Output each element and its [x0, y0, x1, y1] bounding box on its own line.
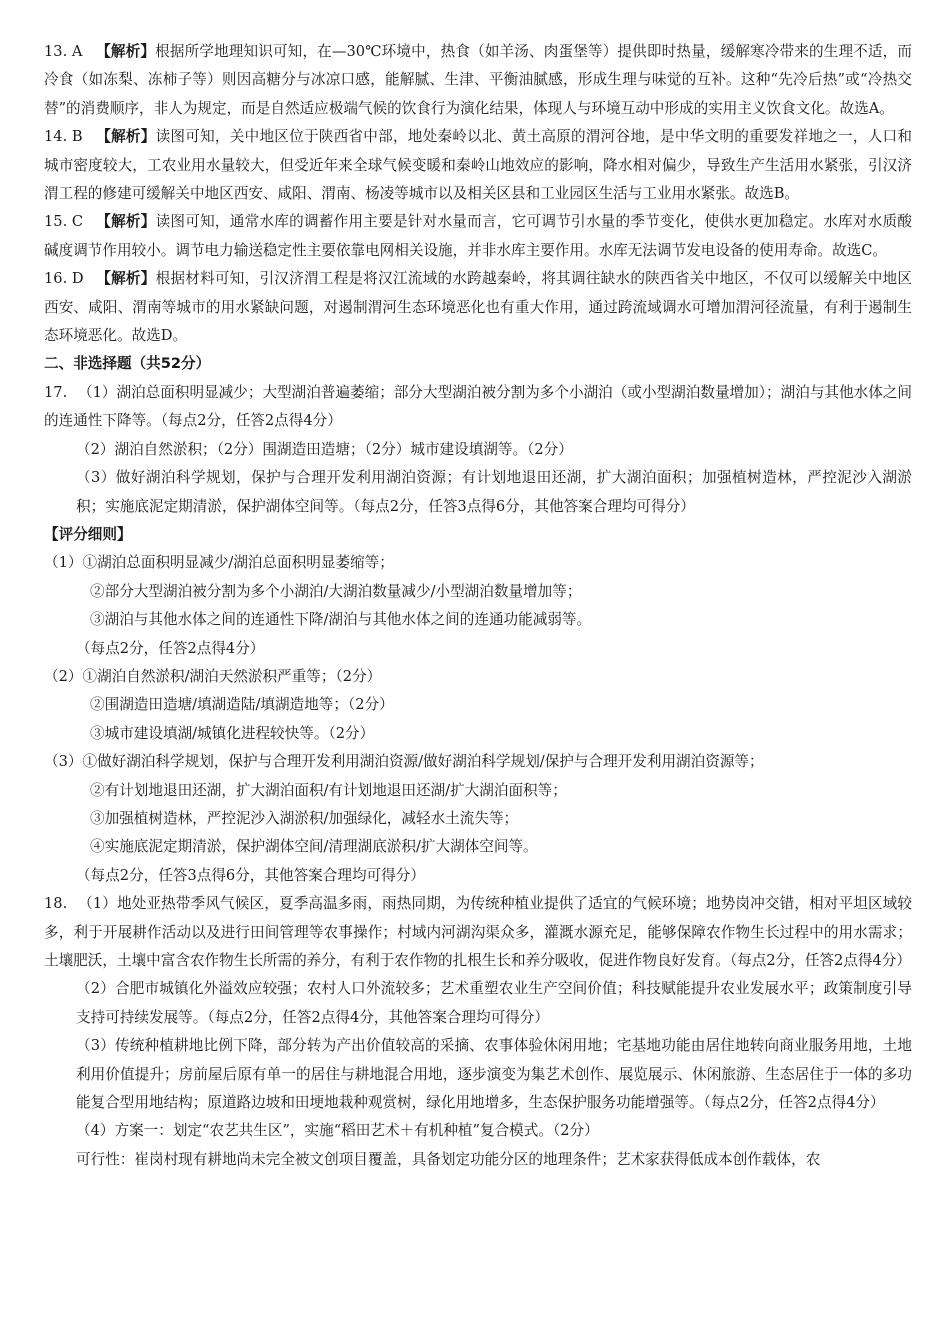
answer-17-part-2: （2）湖泊自然淤积；（2分）围湖造田造塘；（2分）城市建设填湖等。（2分）: [76, 440, 573, 458]
answer-18-part-2: （2）合肥市城镇化外溢效应较强；农村人口外流较多；艺术重塑农业生产空间价值；科技赋能提升农业发展水平；政策制度引导支持可持续发展等。（每点2分，任答2点得4分，其他答案合理均可得分）: [76, 980, 912, 1026]
analysis-text: 读图可知，通常水库的调蓄作用主要是针对水量而言，它可调节引水量的季节变化，使供水更加稳定。水库对水质酸碱度调节作用较小。调节电力输送稳定性主要依靠电网相关设施，并非水库主要作用。水库无法调节发电设备的使用寿命。故选C。: [44, 213, 912, 259]
analysis-text: 读图可知，关中地区位于陕西省中部，地处秦岭以北、黄土高原的渭河谷地，是中华文明的重要发祥地之一，人口和城市密度较大，工农业用水量较大，但受近年来全球气候变暖和秦岭山地效应的影响，降水相对偏少，导致生产生活用水紧张，引汉济渭工程的修建可缓解关中地区西安、咸阳、渭南、杨凌等城市以及相关区县和工业园区生活与工业用水紧张。故选B。: [44, 128, 912, 203]
answer-17-part-3: （3）做好湖泊科学规划，保护与合理开发利用湖泊资源；有计划地退田还湖，扩大湖泊面积；加强植树造林，严控泥沙入湖淤积；实施底泥定期清淤，保护湖体空间等。（每点2分，任答3点得6分，其他答案合理均可得分）: [76, 469, 912, 515]
answer-17-part-1: [44, 379, 912, 436]
rubric-1-score: （每点2分，任答2点得4分）: [76, 639, 265, 657]
analysis-tag: 【解析】: [96, 213, 156, 231]
analysis-tag: 【解析】: [96, 43, 156, 60]
question-number: 16. D: [44, 270, 84, 288]
rubric-1-line: ②部分大型湖泊被分割为多个小湖泊/大湖泊数量减少/小型湖泊数量增加等；: [90, 582, 582, 600]
rubric-heading: 【评分细则】: [44, 525, 132, 543]
question-number: 18.: [44, 895, 68, 913]
question-number: 15. C: [44, 213, 84, 231]
rubric-1-line: （1）①湖泊总面积明显减少/湖泊总面积明显萎缩等；: [44, 554, 394, 572]
question-number: 13. A: [44, 43, 83, 60]
answer-text: （1）湖泊总面积明显减少；大型湖泊普遍萎缩；部分大型湖泊被分割为多个小湖泊（或小型湖泊数量增加）；湖泊与其他水体之间的连通性下降等。（每点2分，任答2点得4分）: [44, 383, 912, 430]
analysis-text: 根据所学地理知识可知，在—30℃环境中，热食（如羊汤、肉蛋堡等）提供即时热量，缓解寒冷带来的生理不适，而冷食（如冻梨、冻柿子等）则因高糖分与冰凉口感，能解腻、生津、平衡油腻感，形成生理与味觉的互补。这种“先冷后热”或“冷热交替”的消费顺序，非人为规定，而是自然适应极端气候的饮食行为演化结果，体现人与环境互动中形成的实用主义饮食文化。故选A。: [44, 43, 912, 117]
rubric-3-line: （3）①做好湖泊科学规划，保护与合理开发利用湖泊资源/做好湖泊科学规划/保护与合理开发利用湖泊资源等；: [44, 753, 764, 771]
rubric-2-line: （2）①湖泊自然淤积/湖泊天然淤积严重等；（2分）: [44, 667, 382, 685]
section-heading: 二、非选择题（共52分）: [44, 355, 211, 373]
answer-18-part-4: （4）方案一：划定“农艺共生区”，实施“稻田艺术＋有机种植”复合模式。（2分）: [76, 1122, 599, 1140]
analysis-text: 根据材料可知，引汉济渭工程是将汉江流域的水跨越秦岭，将其调往缺水的陕西省关中地区，不仅可以缓解关中地区西安、咸阳、渭南等城市的用水紧缺问题，对遏制渭河生态环境恶化也有重大作用，通过跨流域调水可增加渭河径流量，有利于遏制生态环境恶化。故选D。: [44, 270, 912, 345]
analysis-tag: 【解析】: [96, 128, 156, 146]
question-number: 14. B: [44, 128, 83, 146]
answer-text: （1）地处亚热带季风气候区，夏季高温多雨，雨热同期，为传统种植业提供了适宜的气候环境；地势岗冲交错，相对平坦区域较多，利于开展耕作活动以及进行田间管理等农事操作；村域内河湖沟渠众多，灌溉水源充足，能够保障农作物生长过程中的用水需求；土壤肥沃，土壤中富含农作物生长所需的养分，有利于农作物的扎根生长和养分吸收，促进作物良好发育。（每点2分，任答2点得4分）: [44, 895, 912, 969]
rubric-3-line: ③加强植树造林，严控泥沙入湖淤积/加强绿化，减轻水土流失等；: [90, 809, 519, 827]
answer-18-part-1: [44, 890, 912, 975]
question-number: 17.: [44, 383, 68, 401]
rubric-3-line: ④实施底泥定期清淤，保护湖体空间/清理湖底淤积/扩大湖体空间等。: [90, 838, 538, 856]
analysis-tag: 【解析】: [96, 270, 156, 288]
answer-16: [44, 265, 912, 350]
rubric-2-line: ②围湖造田造塘/填湖造陆/填湖造地等；（2分）: [90, 696, 394, 714]
answer-18-part-3: （3）传统种植耕地比例下降，部分转为产出价值较高的采摘、农事体验休闲用地；宅基地功能由居住地转向商业服务用地，土地利用价值提升；房前屋后原有单一的居住与耕地混合用地，逐步演变为集艺术创作、展览展示、休闲旅游、生态居住于一体的多功能复合型用地结构；原道路边坡和田埂地栽种观赏树，绿化用地增多，生态保护服务功能增强等。（每点2分，任答2点得4分）: [76, 1037, 912, 1112]
answer-18-part-5: 可行性：崔岗村现有耕地尚未完全被文创项目覆盖，具备划定功能分区的地理条件；艺术家获得低成本创作载体，农: [76, 1150, 821, 1168]
answer-13: [44, 38, 912, 123]
rubric-3-score: （每点2分，任答3点得6分，其他答案合理均可得分）: [76, 866, 425, 884]
rubric-2-line: ③城市建设填湖/城镇化进程较快等。（2分）: [90, 724, 375, 742]
answer-15: [44, 208, 912, 265]
answer-14: [44, 123, 912, 208]
rubric-3-line: ②有计划地退田还湖，扩大湖泊面积/有计划地退田还湖/扩大湖泊面积等；: [90, 781, 567, 799]
answer-page: [44, 38, 912, 1174]
rubric-1-line: ③湖泊与其他水体之间的连通性下降/湖泊与其他水体之间的连通功能减弱等。: [90, 611, 592, 629]
